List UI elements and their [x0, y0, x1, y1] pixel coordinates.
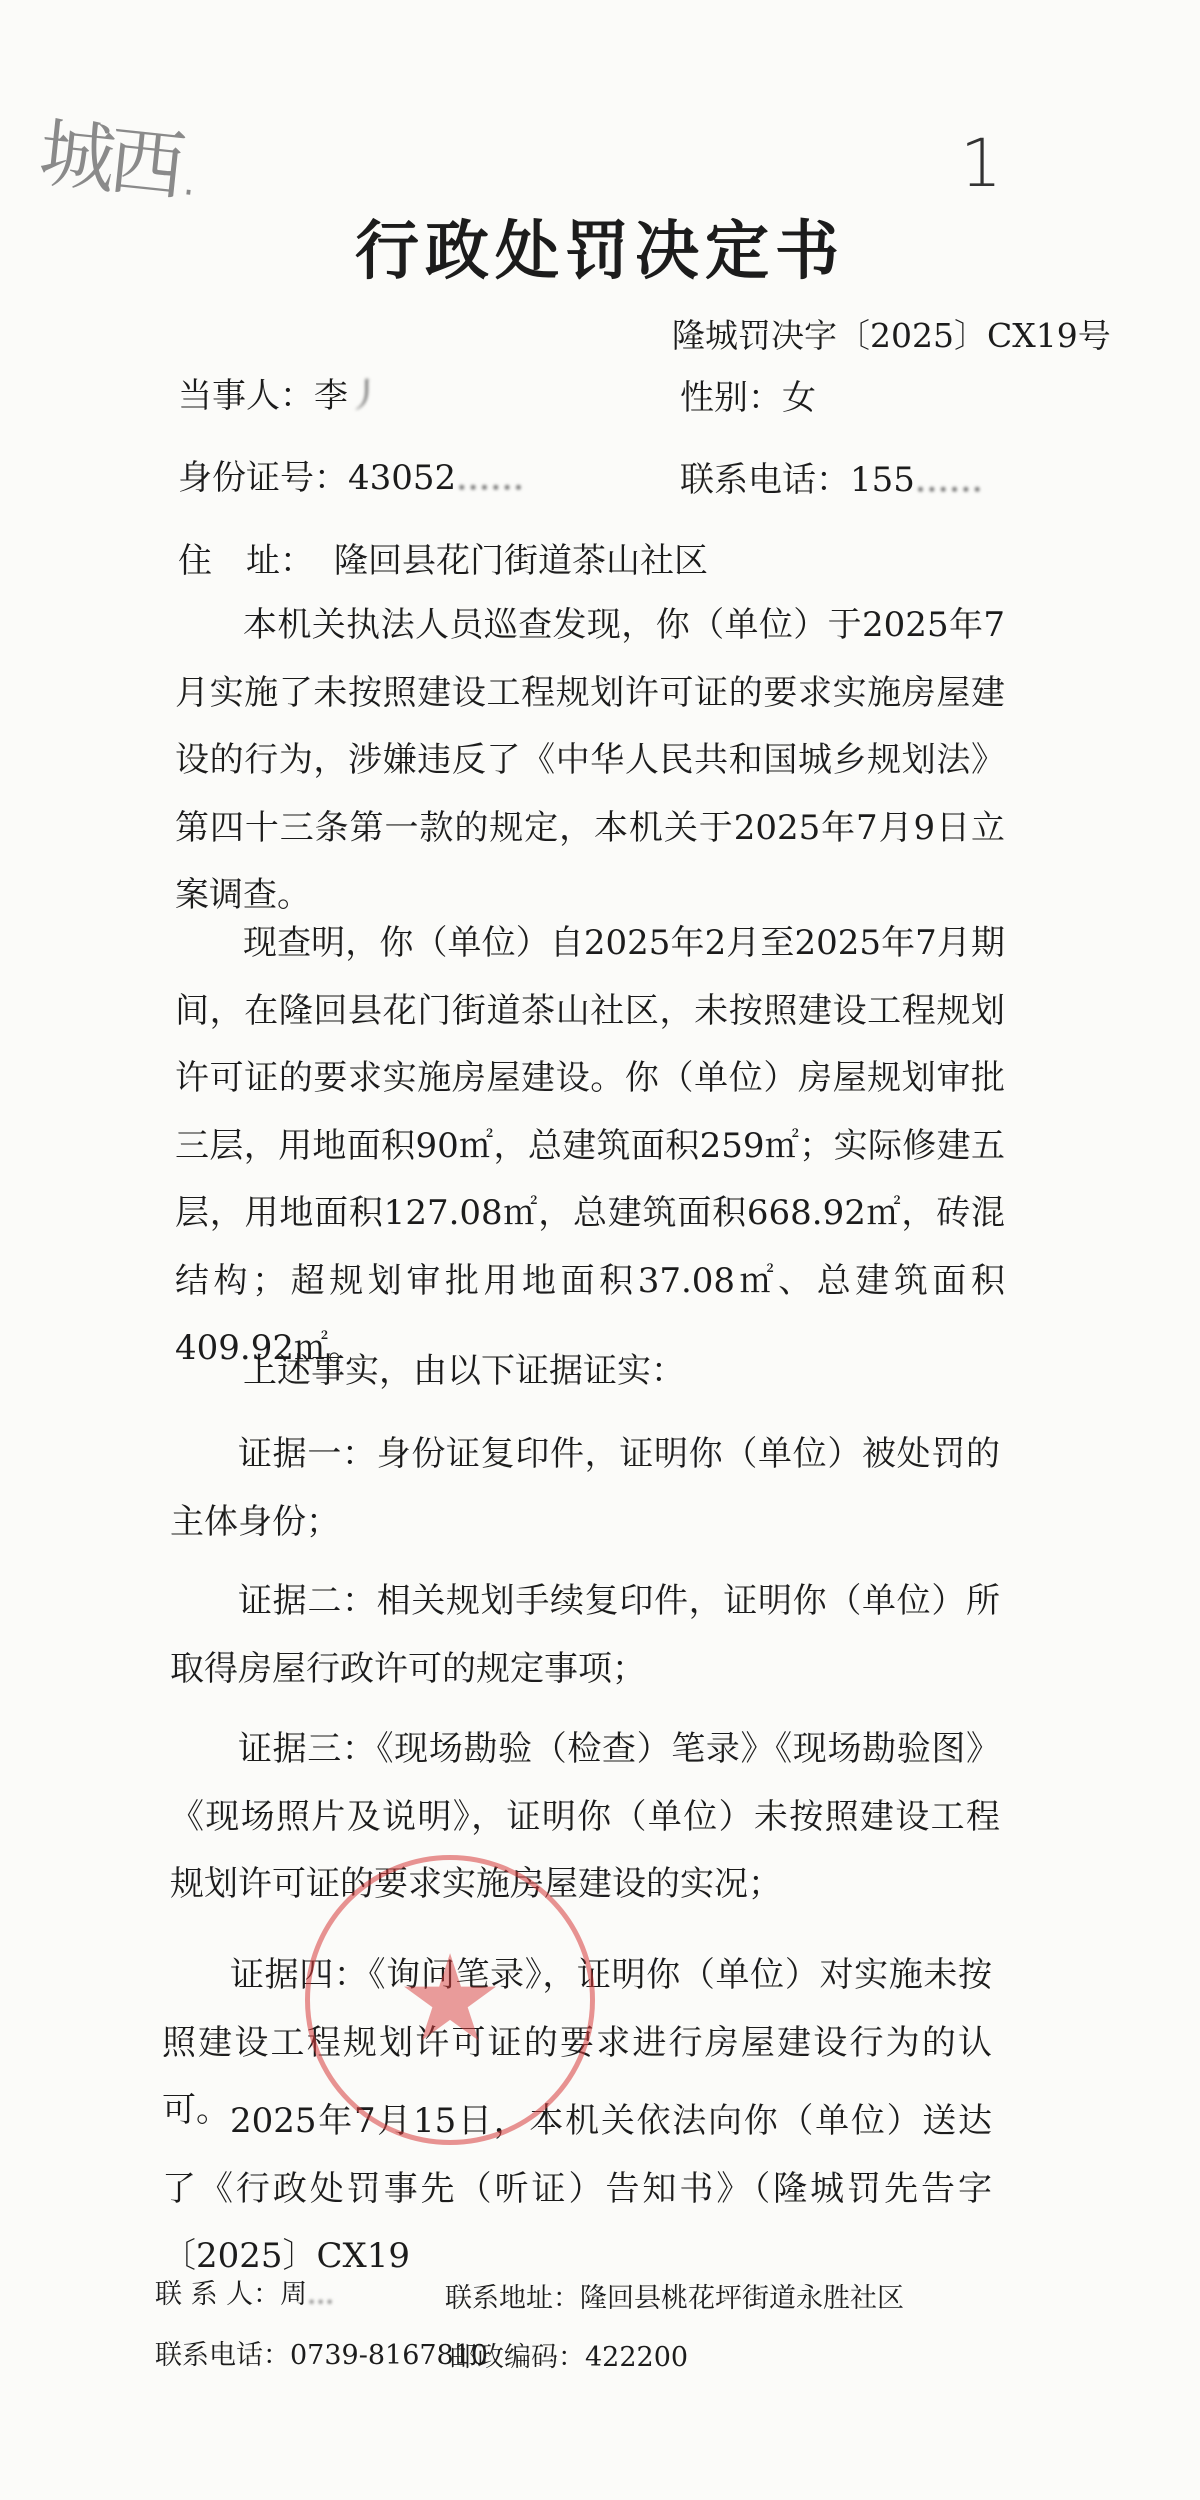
party-address-row — [178, 533, 708, 582]
party-id-value: 43052 — [348, 458, 457, 498]
party-address-label: 住 址： — [178, 541, 314, 581]
footer-contact-label: 联 系 人： — [155, 2279, 281, 2310]
paragraph-notice: 2025年7月15日，本机关依法向你（单位）送达了《行政处罚事先（听证）告知书》（隆城罚先告字〔2025〕CX19 — [162, 2101, 992, 2276]
party-gender-value: 女 — [782, 378, 816, 418]
party-name-value: 李 — [314, 376, 348, 416]
paragraph-case-filing: 本机关执法人员巡查发现，你（单位）于2025年7月实施了未按照建设工程规划许可证的要求实施房屋建设的行为，涉嫌违反了《中华人民共和国城乡规划法》第四十三条第一款的规定，本机关于2025年7月9日立案调查。 — [175, 605, 1005, 915]
footer-postcode-label: 邮政编码： — [450, 2342, 585, 2373]
redacted-mark: …… — [456, 458, 525, 498]
paragraph-findings: 现查明，你（单位）自2025年2月至2025年7月期间，在隆回县花门街道茶山社区，未按照建设工程规划许可证的要求实施房屋建设。你（单位）房屋规划审批三层，用地面积90㎡，总建筑面积259㎡；实际修建五层，用地面积127.08㎡，总建筑面积668.92㎡，砖混结构；超规划审批用地面积37.08㎡、总建筑面积409.92㎡。 — [175, 923, 1005, 1368]
party-name-label: 当事人： — [178, 376, 314, 416]
party-id-label: 身份证号： — [178, 458, 348, 498]
party-phone-value: 155 — [850, 460, 915, 500]
footer-contact-row — [155, 2272, 334, 2311]
party-address-value: 隆回县花门街道茶山社区 — [334, 541, 708, 581]
footer-phone-row — [155, 2333, 488, 2372]
party-name-row — [178, 368, 382, 417]
footer-phone-label: 联系电话： — [155, 2340, 290, 2371]
document-title: 行政处罚决定书 — [355, 214, 845, 289]
party-phone-label: 联系电话： — [680, 460, 850, 500]
seal-star-icon: ★ — [396, 1930, 504, 2069]
paragraph-evidence-1: 证据一：身份证复印件，证明你（单位）被处罚的主体身份； — [170, 1434, 1000, 1542]
party-phone-row — [680, 452, 983, 501]
paragraph-evidence-intro: 上述事实，由以下证据证实： — [243, 1351, 685, 1391]
redacted-mark: … — [307, 2279, 335, 2310]
redacted-mark: 丿 — [348, 376, 382, 416]
handwritten-note: 城西. — [35, 107, 202, 213]
party-gender-row — [680, 370, 816, 419]
page-number-mark: 1 — [960, 125, 1002, 202]
document-number: 隆城罚决字〔2025〕CX19号 — [672, 316, 1111, 355]
paragraph-evidence-4: 证据四：《询问笔录》，证明你（单位）对实施未按照建设工程规划许可证的要求进行房屋建设行为的认可。 — [162, 1955, 992, 2130]
footer-address-value: 隆回县桃花坪街道永胜社区 — [580, 2283, 904, 2314]
footer-postcode-value: 422200 — [585, 2342, 689, 2373]
footer-contact-value: 周 — [280, 2279, 308, 2310]
party-id-row — [178, 450, 524, 499]
party-gender-label: 性别： — [680, 378, 782, 418]
footer-postcode-row — [450, 2335, 688, 2374]
official-seal-stamp — [305, 1855, 595, 2145]
footer-address-label: 联系地址： — [445, 2283, 580, 2314]
footer-address-row — [445, 2276, 904, 2315]
paragraph-evidence-2: 证据二：相关规划手续复印件，证明你（单位）所取得房屋行政许可的规定事项； — [170, 1581, 1000, 1689]
redacted-mark: …… — [914, 460, 983, 500]
paragraph-evidence-3: 证据三：《现场勘验（检查）笔录》《现场勘验图》《现场照片及说明》，证明你（单位）未按照建设工程规划许可证的要求实施房屋建设的实况； — [170, 1729, 1000, 1904]
footer-phone-value: 0739-8167810 — [290, 2340, 489, 2371]
